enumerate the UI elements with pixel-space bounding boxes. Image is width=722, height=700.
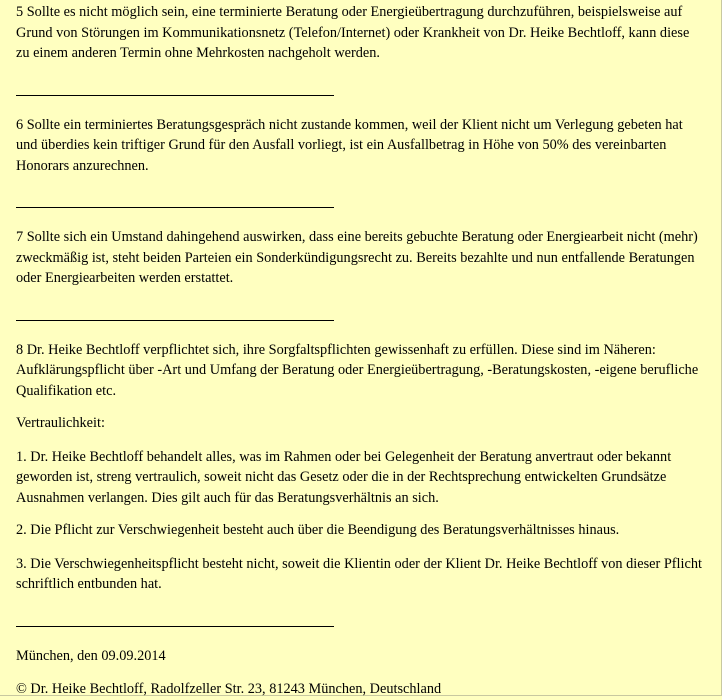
confidentiality-item-1: 1. Dr. Heike Bechtloff behandelt alles, was im Rahmen oder bei Gelegenheit der Beratung anvertraut oder bekannt geworden ist, streng vertraulich, soweit nicht das Gesetz oder die in der Rechtsprechung entwickelten Grundsätze Ausnahmen verlangen. Dies gilt auch für das Beratungsverhältnis an sich. (16, 448, 672, 506)
clause-7: 7 Sollte sich ein Umstand dahingehend auswirken, dass eine bereits gebuchte Beratung oder Energiearbeit nicht (mehr) zweckmäßig ist, steht beiden Parteien ein Sonderkündigungsrecht zu. Bereits bezahlte und nun entfallende Beratungen oder Energiearbeiten werden erstattet. (16, 229, 698, 286)
clause-8: 8 Dr. Heike Bechtloff verpflichtet sich, ihre Sorgfaltspflichten gewissenhaft zu erfüllen. Diese sind im Näheren: Aufklärungspflicht über -Art und Umfang der Beratung oder Energieübertragung, -Beratungskosten, -eigene berufliche Qualifikation etc. (16, 341, 699, 399)
clause-6: 6 Sollte ein terminiertes Beratungsgespräch nicht zustande kommen, weil der Klient nicht um Verlegung gebeten hat und überdies kein triftiger Grund für den Ausfall vorliegt, ist ein Ausfallbetrag in Höhe von 50% des vereinbarten Honorars anzurechnen. (16, 116, 683, 174)
date-line: München, den 09.09.2014 (16, 647, 166, 664)
clause-5: 5 Sollte es nicht möglich sein, eine terminierte Beratung oder Energieübertragung durchzuführen, beispielsweise auf Grund von Störungen im Kommunikationsnetz (Telefon/Internet) oder Krankheit von Dr. Heike Bechtloff, kann diese zu einem anderen Termin ohne Mehrkosten nachgeholt werden. (16, 4, 690, 61)
confidentiality-heading: Vertraulichkeit: (16, 415, 105, 431)
document-content (16, 2, 706, 700)
separator-line (16, 95, 334, 96)
confidentiality-item-2: 2. Die Pflicht zur Verschwiegenheit besteht auch über die Beendigung des Beratungsverhältnisses hinaus. (16, 522, 620, 538)
copyright-line: © Dr. Heike Bechtloff, Radolfzeller Str. 23, 81243 München, Deutschland (16, 681, 442, 697)
separator-line (16, 207, 334, 208)
separator-line (16, 320, 334, 321)
confidentiality-item-3: 3. Die Verschwiegenheitspflicht besteht nicht, soweit die Klientin oder der Klient Dr. Heike Bechtloff von dieser Pflicht schriftlich entbunden hat. (16, 555, 702, 592)
separator-line (16, 626, 334, 627)
